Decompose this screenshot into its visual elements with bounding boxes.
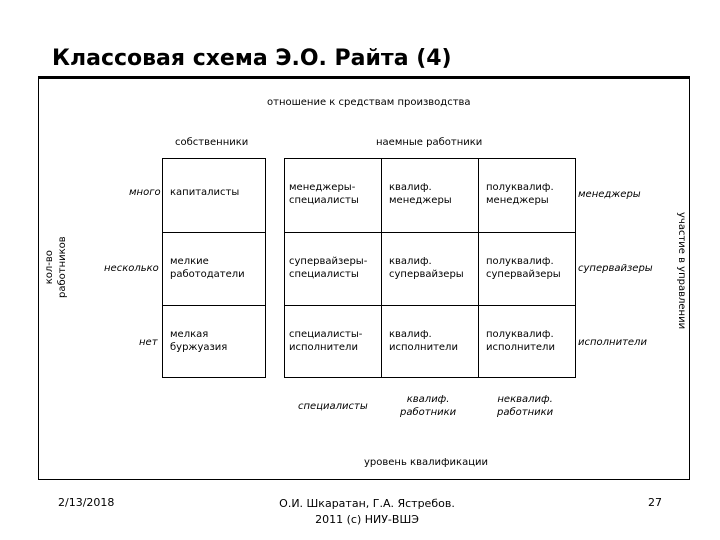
cell-line: супервайзеры- — [289, 256, 368, 267]
bottom-axis-label: уровень квалификации — [364, 457, 489, 468]
left-axis-label — [43, 236, 69, 298]
footer-date: 2/13/2018 — [58, 496, 115, 509]
cell-line: мелкая — [170, 329, 209, 340]
skill-label-qualified — [400, 393, 456, 419]
footer-authors — [262, 496, 472, 528]
cell-line: квалиф. — [389, 256, 432, 267]
size-label-several: несколько — [104, 263, 159, 274]
right-axis-label: участие в управлении — [676, 212, 687, 330]
size-label-many: много — [129, 187, 161, 198]
mgmt-label-performers: исполнители — [578, 337, 647, 348]
cell-line: исполнители — [486, 342, 555, 353]
cell-specialists-performers — [289, 328, 362, 354]
cell-qualified-managers — [389, 181, 452, 207]
cell-line: менеджеры- — [289, 182, 356, 193]
cell-managers-specialists — [289, 181, 359, 207]
cell-line: исполнители — [289, 342, 358, 353]
cell-qualified-supervisors — [389, 255, 464, 281]
size-label-none: нет — [139, 337, 158, 348]
footer-authors-line2: 2011 (с) НИУ-ВШЭ — [315, 513, 419, 526]
cell-line: полуквалиф. — [486, 256, 554, 267]
cell-qualified-performers — [389, 328, 458, 354]
slide-title: Классовая схема Э.О. Райта (4) — [52, 46, 452, 71]
skill-line: работники — [497, 407, 554, 418]
skill-line: квалиф. — [406, 394, 450, 405]
footer-authors-line1: О.И. Шкаратан, Г.А. Ястребов. — [279, 497, 455, 510]
cell-line: специалисты — [289, 269, 359, 280]
cell-small-employers — [170, 255, 245, 281]
top-axis-label: отношение к средствам производства — [267, 97, 471, 108]
owners-divider-2 — [162, 305, 266, 306]
skill-label-specialists — [298, 400, 368, 413]
cell-line: исполнители — [389, 342, 458, 353]
cell-petty-bourgeoisie — [170, 328, 227, 354]
cell-line: менеджеры — [389, 195, 452, 206]
employees-heading: наемные работники — [376, 137, 483, 148]
grid-divider-h1 — [284, 232, 576, 233]
skill-line: специалисты — [298, 401, 368, 412]
cell-line: капиталисты — [170, 187, 240, 198]
skill-line: неквалиф. — [497, 394, 553, 405]
mgmt-label-managers: менеджеры — [578, 189, 641, 200]
skill-label-unqualified — [497, 393, 553, 419]
cell-line: супервайзеры — [486, 269, 561, 280]
left-axis-label-line2: работников — [57, 236, 68, 298]
cell-line: менеджеры — [486, 195, 549, 206]
cell-capitalists — [170, 186, 239, 199]
cell-semiqualified-performers — [486, 328, 555, 354]
cell-line: супервайзеры — [389, 269, 464, 280]
cell-supervisors-specialists — [289, 255, 367, 281]
grid-divider-v2 — [478, 158, 479, 378]
page-number: 27 — [648, 496, 662, 509]
cell-line: полуквалиф. — [486, 182, 554, 193]
cell-line: работодатели — [170, 269, 245, 280]
owners-heading: собственники — [175, 137, 249, 148]
cell-line: квалиф. — [389, 182, 432, 193]
owners-divider-1 — [162, 232, 266, 233]
skill-line: работники — [400, 407, 457, 418]
left-axis-label-line1: кол-во — [44, 250, 55, 285]
cell-line: полуквалиф. — [486, 329, 554, 340]
cell-semiqualified-managers — [486, 181, 554, 207]
cell-line: мелкие — [170, 256, 209, 267]
cell-line: буржуазия — [170, 342, 228, 353]
grid-divider-v1 — [381, 158, 382, 378]
cell-semiqualified-supervisors — [486, 255, 561, 281]
cell-line: специалисты — [289, 195, 359, 206]
grid-divider-h2 — [284, 305, 576, 306]
mgmt-label-supervisors: супервайзеры — [578, 263, 653, 274]
cell-line: квалиф. — [389, 329, 432, 340]
cell-line: специалисты- — [289, 329, 363, 340]
